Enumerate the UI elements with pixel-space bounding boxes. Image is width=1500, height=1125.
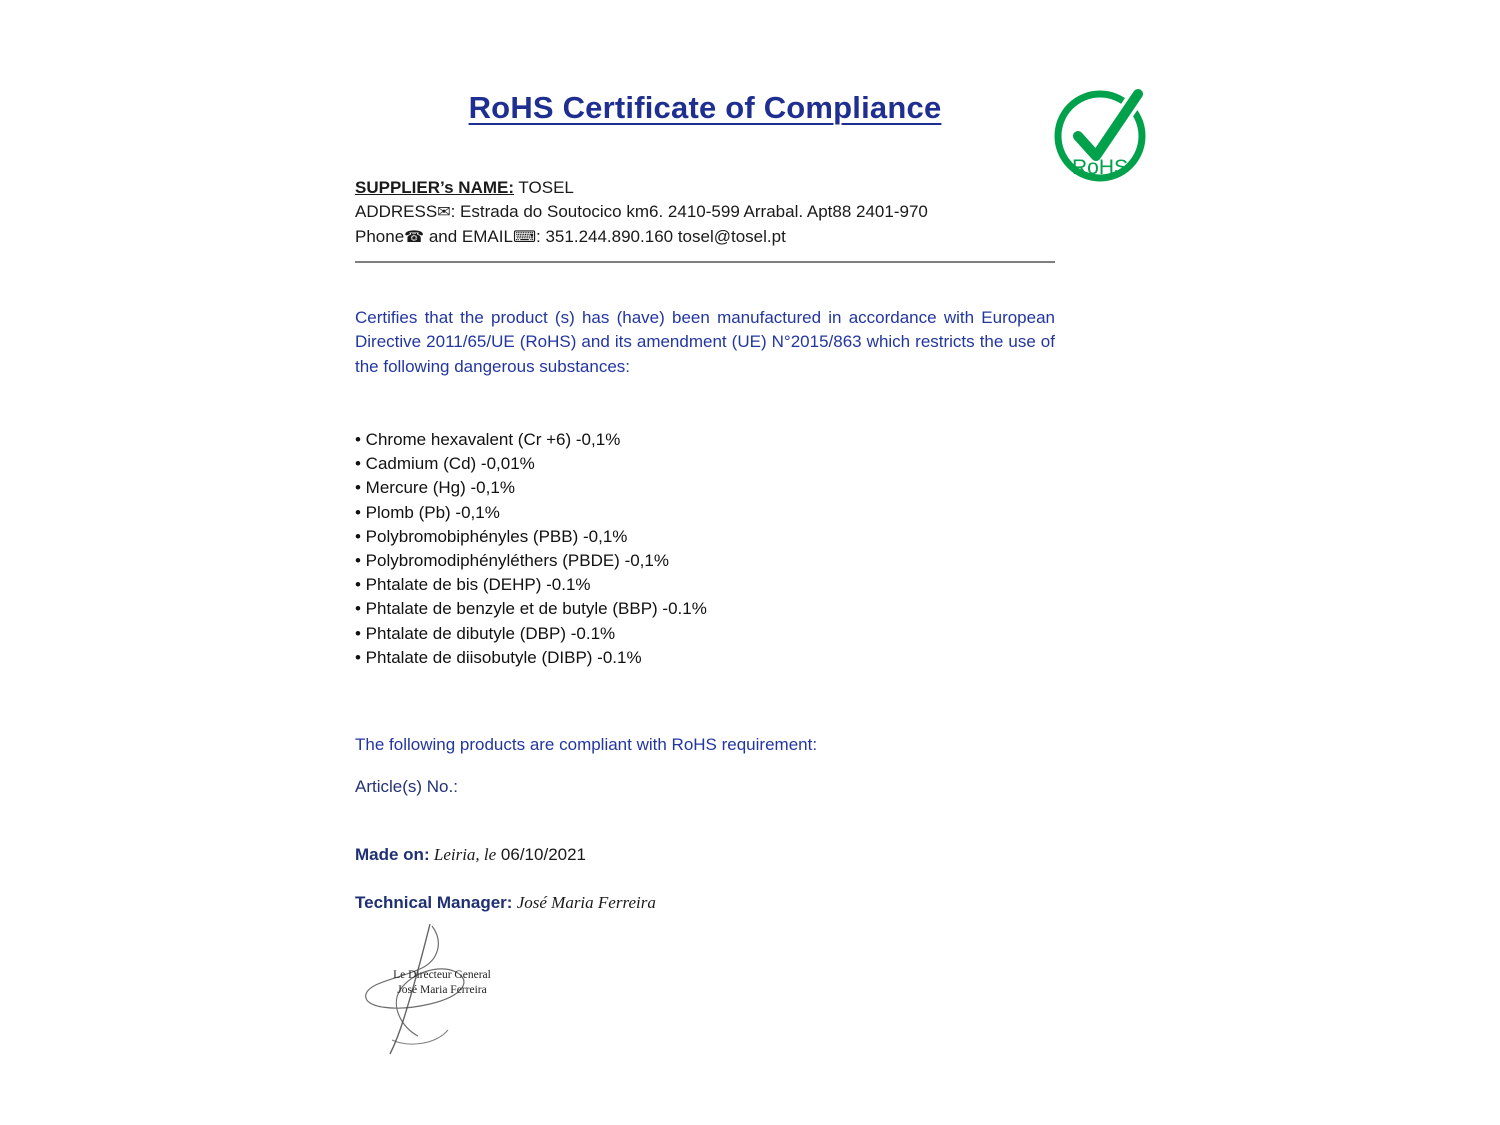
email-label: and EMAIL (424, 227, 513, 246)
substance-item: • Phtalate de diisobutyle (DIBP) -0.1% (355, 647, 642, 667)
supplier-name-line (355, 176, 1075, 200)
signature-text (372, 968, 512, 998)
supplier-contact-line (355, 225, 1075, 250)
substance-item: • Phtalate de dibutyle (DBP) -0.1% (355, 623, 616, 643)
envelope-icon: ✉ (437, 204, 451, 221)
technical-manager-name: José Maria Ferreira (512, 893, 656, 912)
phone-label: Phone (355, 227, 405, 246)
substance-item: • Chrome hexavalent (Cr +6) -0,1% (355, 430, 621, 449)
page-title: RoHS Certificate of Compliance (468, 90, 942, 125)
supplier-address-line (355, 200, 1075, 225)
substance-list (355, 428, 1075, 670)
address-label: ADDRESS (355, 202, 438, 221)
substance-item: • Plomb (Pb) -0,1% (355, 502, 500, 522)
made-on-line (355, 845, 1075, 865)
made-on-place: Leiria, le (429, 845, 497, 864)
substance-item: • Cadmium (Cd) -0,01% (355, 454, 535, 474)
contact-value: : 351.244.890.160 tosel@tosel.pt (536, 227, 786, 246)
computer-icon: ⌨ (512, 229, 537, 246)
substance-item: • Phtalate de benzyle et de butyle (BBP) -0.1% (355, 599, 707, 619)
substance-item: • Polybromobiphényles (PBB) -0,1% (355, 526, 628, 546)
made-on-label: Made on: (355, 845, 430, 864)
signature-line2: José Maria Ferreira (397, 984, 487, 996)
address-value: : Estrada do Soutocico km6. 2410-599 Arrabal. Apt88 2401-970 (450, 202, 928, 221)
substance-item: • Polybromodiphényléthers (PBDE) -0,1% (355, 551, 669, 571)
made-on-date: 06/10/2021 (496, 845, 587, 864)
compliance-statement: The following products are compliant with RoHS requirement: (355, 735, 818, 754)
substance-item: • Mercure (Hg) -0,1% (355, 478, 515, 498)
technical-manager-line (355, 893, 1075, 913)
divider-line (355, 261, 1055, 263)
signature-area (352, 920, 522, 1060)
substance-item: • Phtalate de bis (DEHP) -0.1% (355, 575, 591, 595)
rohs-logo-graphic (1050, 80, 1152, 188)
logo-label: RoHS (1071, 156, 1129, 179)
article-number-line: Article(s) No.: (355, 777, 458, 796)
supplier-name-label: SUPPLIER’s NAME: (355, 178, 515, 197)
supplier-block (355, 176, 1075, 250)
supplier-name-value: TOSEL (514, 178, 574, 197)
technical-manager-label: Technical Manager: (355, 893, 513, 912)
signature-line1: Le Directeur General (393, 969, 491, 981)
certification-paragraph: Certifies that the product (s) has (have) been manufactured in accordance with European Directive 2011/65/UE (RoHS) and its amendment (UE) N°2015/863 which restricts the use of the following dangerous substances: (355, 308, 1055, 376)
rohs-logo (1050, 80, 1152, 188)
phone-icon: ☎ (404, 229, 425, 246)
